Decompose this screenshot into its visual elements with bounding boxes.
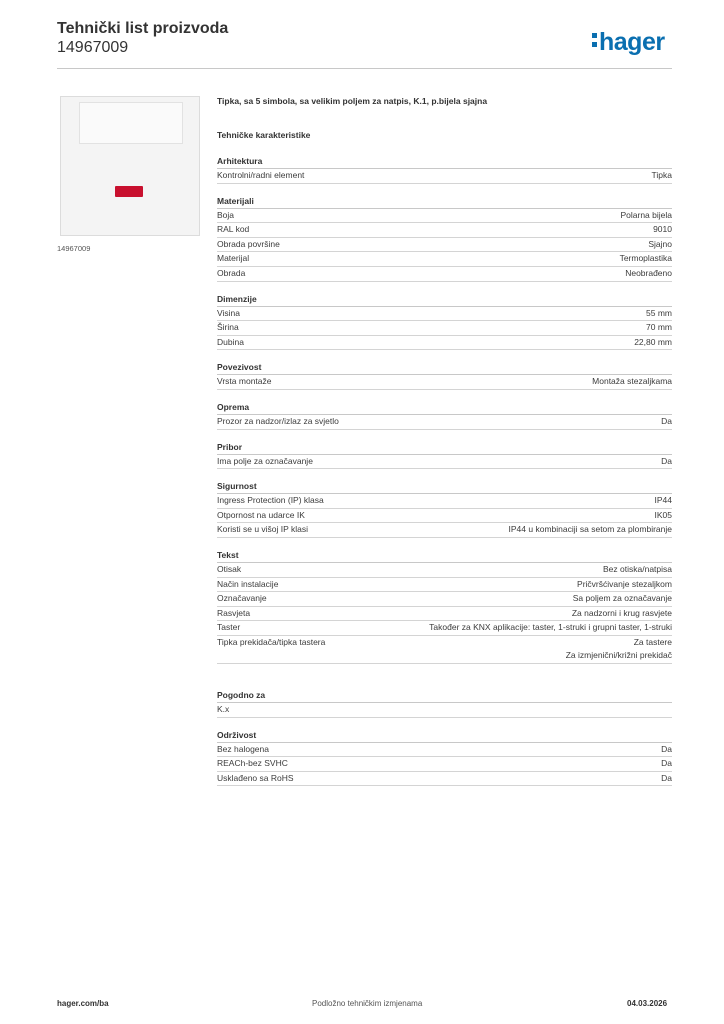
spec-value: Za tastere Za izmjenični/križni prekidač [565,636,672,661]
spec-label: REACh-bez SVHC [217,758,288,769]
spec-value: Montaža stezaljkama [592,376,672,387]
section-title: Održivost [217,730,672,743]
spec-label: Tipka prekidača/tipka tastera [217,636,326,647]
technical-characteristics-heading: Tehničke karakteristike [217,130,311,140]
spec-row [217,772,672,787]
spec-label: Vrsta montaže [217,376,272,387]
section-title: Materijali [217,196,672,209]
spec-label: Rasvjeta [217,607,251,618]
spec-label: Materijal [217,253,250,264]
spec-row [217,621,672,636]
section-title: Sigurnost [217,481,672,494]
spec-value: Termoplastika [619,253,672,264]
spec-label: Visina [217,307,240,318]
spec-label: Prozor za nadzor/izlaz za svjetlo [217,415,339,426]
spec-row [217,563,672,578]
spec-row [217,607,672,622]
spec-row [217,636,672,664]
logo-text: hager [599,28,665,56]
spec-value: 70 mm [646,322,672,333]
spec-row [217,321,672,336]
footer-website: hager.com/ba [57,999,109,1008]
product-code: 14967009 [57,39,129,56]
spec-row [217,267,672,282]
spec-label: Otpornost na udarce IK [217,509,305,520]
section-title: Pogodno za [217,690,672,703]
product-image [60,96,200,236]
spec-value: Polarna bijela [620,209,672,220]
spec-value: IK05 [654,509,672,520]
spec-label: Bez halogena [217,743,269,754]
spec-row [217,743,672,758]
spec-value: Da [661,772,672,783]
spec-value: Da [661,743,672,754]
spec-label: Otisak [217,563,242,574]
section-title: Arhitektura [217,156,672,169]
red-indicator-lens [115,186,143,197]
footer-notice: Podložno tehničkim izmjenama [312,999,423,1008]
spec-value: Da [661,455,672,466]
spec-value: Neobrađeno [625,267,672,278]
spec-row [217,307,672,322]
spec-label: Usklađeno sa RoHS [217,772,294,783]
spec-row [217,238,672,253]
section-title: Tekst [217,550,672,563]
spec-row [217,375,672,390]
spec-label: Boja [217,209,235,220]
document-title: Tehnički list proizvoda [57,20,229,37]
spec-section [217,481,672,538]
section-title: Pribor [217,442,672,455]
spec-label: Ingress Protection (IP) klasa [217,495,324,506]
specification-content [217,96,672,786]
spec-section [217,362,672,390]
spec-label: K.x [217,704,230,715]
spec-value: Sjajno [648,238,672,249]
spec-section [217,442,672,470]
spec-value: Tipka [651,170,672,180]
spec-section [217,196,672,282]
spec-value: 55 mm [646,307,672,318]
spec-row [217,509,672,524]
spec-label: Način instalacije [217,578,279,589]
spec-label: Obrada [217,267,246,278]
spec-row [217,209,672,224]
spec-sections [217,156,672,786]
spec-section [217,690,672,718]
spec-value: Da [661,415,672,426]
spec-label: Obrada površine [217,238,280,249]
spec-value: Za nadzorni i krug rasvjete [571,607,672,618]
spec-row [217,415,672,430]
image-caption: 14967009 [57,244,91,253]
spec-label: Koristi se u višoj IP klasi [217,524,309,535]
spec-label: Ima polje za označavanje [217,455,313,466]
spec-label: Širina [217,322,239,333]
spec-section [217,294,672,351]
spec-label: RAL kod [217,224,250,235]
spec-row [217,336,672,351]
product-description: Tipka, sa 5 simbola, sa velikim poljem za natpis, K.1, p.bijela sjajna [217,96,488,106]
spec-row [217,455,672,470]
spec-row [217,494,672,509]
section-title: Povezivost [217,362,672,375]
spec-label: Dubina [217,336,244,347]
spec-row [217,523,672,538]
spec-value: 9010 [653,224,672,235]
hager-logo [592,28,665,56]
spec-value: IP44 [654,495,672,506]
label-field-window [79,102,183,144]
footer-date: 04.03.2026 [627,999,668,1008]
spec-section [217,402,672,430]
spec-row [217,223,672,238]
spec-value: Pričvršćivanje stezaljkom [577,578,672,589]
spec-value: 22,80 mm [634,336,672,347]
spec-label: Označavanje [217,593,267,604]
spec-value: IP44 u kombinaciji sa setom za plombiranje [508,524,672,535]
section-title: Oprema [217,402,672,415]
spec-label: Taster [217,622,241,633]
header-divider [57,68,672,69]
spec-value: Sa poljem za označavanje [572,593,672,604]
spec-value: Bez otiska/natpisa [603,563,672,574]
spec-section [217,550,672,664]
spec-section [217,156,672,184]
spec-row [217,169,672,184]
spec-value: Također za KNX aplikacije: taster, 1-struki i grupni taster, 1-struki [429,622,672,633]
spec-row [217,592,672,607]
spec-row [217,578,672,593]
section-title: Dimenzije [217,294,672,307]
spec-row [217,252,672,267]
spec-row [217,703,672,718]
spec-section [217,730,672,787]
spec-label: Kontrolni/radni element [217,170,305,180]
spec-value: Da [661,758,672,769]
spec-row [217,757,672,772]
logo-colon-icon [592,30,598,50]
